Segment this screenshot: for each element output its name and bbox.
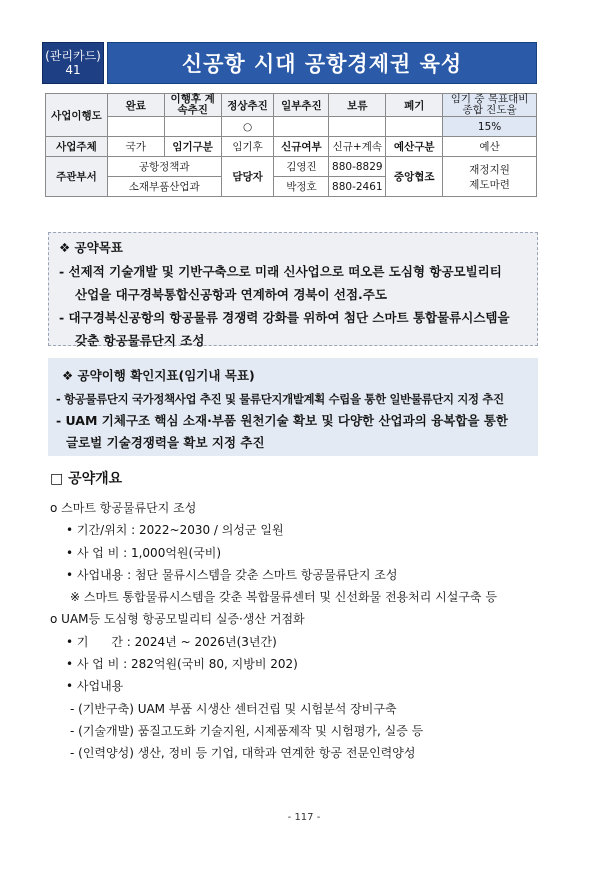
indicators-title: ❖ 공약이행 확인지표(임기내 목표): [62, 368, 255, 383]
budget-label: 예산구분: [386, 137, 443, 157]
indicators-box: [48, 358, 538, 456]
dept-label: 주관부서: [46, 157, 108, 197]
overview-item-2-line: • 기 간 : 2024년 ~ 2026년(3년간): [66, 634, 277, 649]
manager-1: 김영진: [274, 157, 329, 177]
goals-title: ❖ 공약목표: [59, 240, 123, 255]
overview-heading: □ 공약개요: [50, 471, 123, 487]
page-title: 신공항 시대 공항경제권 육성: [107, 42, 537, 84]
management-card-badge: [42, 42, 104, 84]
indicator-line: - UAM 기체구조 핵심 소재·부품 원천기술 확보 및 다양한 산업과의 융복합을 통한: [56, 413, 508, 428]
mark-abolish: [386, 117, 443, 137]
mark-continue: [164, 117, 221, 137]
col-partial: 일부추진: [274, 94, 329, 117]
goal-line: 산업을 대구경북통합신공항과 연계하여 경북이 선점.주도: [75, 287, 387, 302]
phone-1: 880-8829: [329, 157, 386, 177]
overview-item-1-line: • 사 업 비 : 1,000억원(국비): [66, 545, 222, 560]
overview-item-1-line: • 기간/위치 : 2022~2030 / 의성군 일원: [66, 523, 284, 538]
overview-item-1-line: • 사업내용 : 첨단 물류시스템을 갖춘 스마트 항공물류단지 조성: [66, 567, 398, 582]
header: [42, 42, 537, 84]
page-number: - 117 -: [287, 812, 321, 823]
coop-value: [443, 157, 537, 197]
col-complete: 완료: [107, 94, 164, 117]
status-table: [45, 93, 537, 197]
phone-2: 880-2461: [329, 177, 386, 197]
overview-item-2-sub: - (기반구축) UAM 부품 시생산 센터건립 및 시험분석 장비구축: [70, 701, 397, 716]
coop-value-1: 재정지원: [469, 163, 510, 176]
overall-rate-value: 15%: [443, 117, 537, 137]
subject-value: 국가: [107, 137, 164, 157]
manager-label: 담당자: [221, 157, 274, 197]
overview-item-2-sub: - (인력양성) 생산, 정비 등 기업, 대학과 연계한 항공 전문인력양성: [70, 746, 416, 761]
card-label: (관리카드): [45, 49, 101, 63]
overview-item-2: o UAM등 도심형 항공모빌리티 실증·생산 거점화: [50, 612, 305, 627]
col-abolish: 폐기: [386, 94, 443, 117]
term-label: 임기구분: [164, 137, 221, 157]
progress-label: 사업이행도: [46, 94, 108, 137]
coop-label: 중앙협조: [386, 157, 443, 197]
goals-box: [48, 232, 538, 346]
goal-line: - 대구경북신공항의 항공물류 경쟁력 강화를 위하여 첨단 스마트 통합물류시스템을: [59, 310, 510, 325]
mark-normal: ○: [221, 117, 274, 137]
term-value: 임기후: [221, 137, 274, 157]
coop-value-2: 제도마련: [469, 178, 510, 191]
dept-2: 소재부품산업과: [107, 177, 221, 197]
col-normal: 정상추진: [221, 94, 274, 117]
overview-item-2-line: • 사업내용: [66, 679, 124, 694]
goal-line: 갖춘 항공물류단지 조성: [75, 333, 205, 348]
manager-2: 박정호: [274, 177, 329, 197]
overview-item-2-line: • 사 업 비 : 282억원(국비 80, 지방비 202): [66, 657, 298, 672]
budget-value: 예산: [443, 137, 537, 157]
goal-line: - 선제적 기술개발 및 기반구축으로 미래 신사업으로 떠오른 도심형 항공모빌리티: [59, 264, 502, 279]
indicator-line: - 항공물류단지 국가정책사업 추진 및 물류단지개발계획 수립을 통한 일반물류단지 지정 추진: [56, 392, 504, 406]
new-value: 신규+계속: [329, 137, 386, 157]
new-label: 신규여부: [274, 137, 329, 157]
overview-item-1-note: ※ 스마트 통합물류시스템을 갖춘 복합물류센터 및 신선화물 전용처리 시설구축 등: [70, 590, 497, 605]
mark-hold: [329, 117, 386, 137]
overview-body: [50, 497, 550, 765]
overview-item-2-sub: - (기술개발) 품질고도화 기술지원, 시제품제작 및 시험평가, 실증 등: [70, 723, 424, 738]
card-number: 41: [65, 63, 81, 77]
mark-complete: [107, 117, 164, 137]
subject-label: 사업주체: [46, 137, 108, 157]
dept-1: 공항정책과: [107, 157, 221, 177]
overview-item-1: o 스마트 항공물류단지 조성: [50, 501, 197, 515]
col-hold: 보류: [329, 94, 386, 117]
indicator-line: 글로벌 기술경쟁력을 확보 지정 추진: [66, 435, 265, 450]
col-overall-rate: 임기 중 목표대비 종합 진도율: [443, 94, 537, 117]
mark-partial: [274, 117, 329, 137]
col-continue: 이행후 계속추진: [164, 94, 221, 117]
